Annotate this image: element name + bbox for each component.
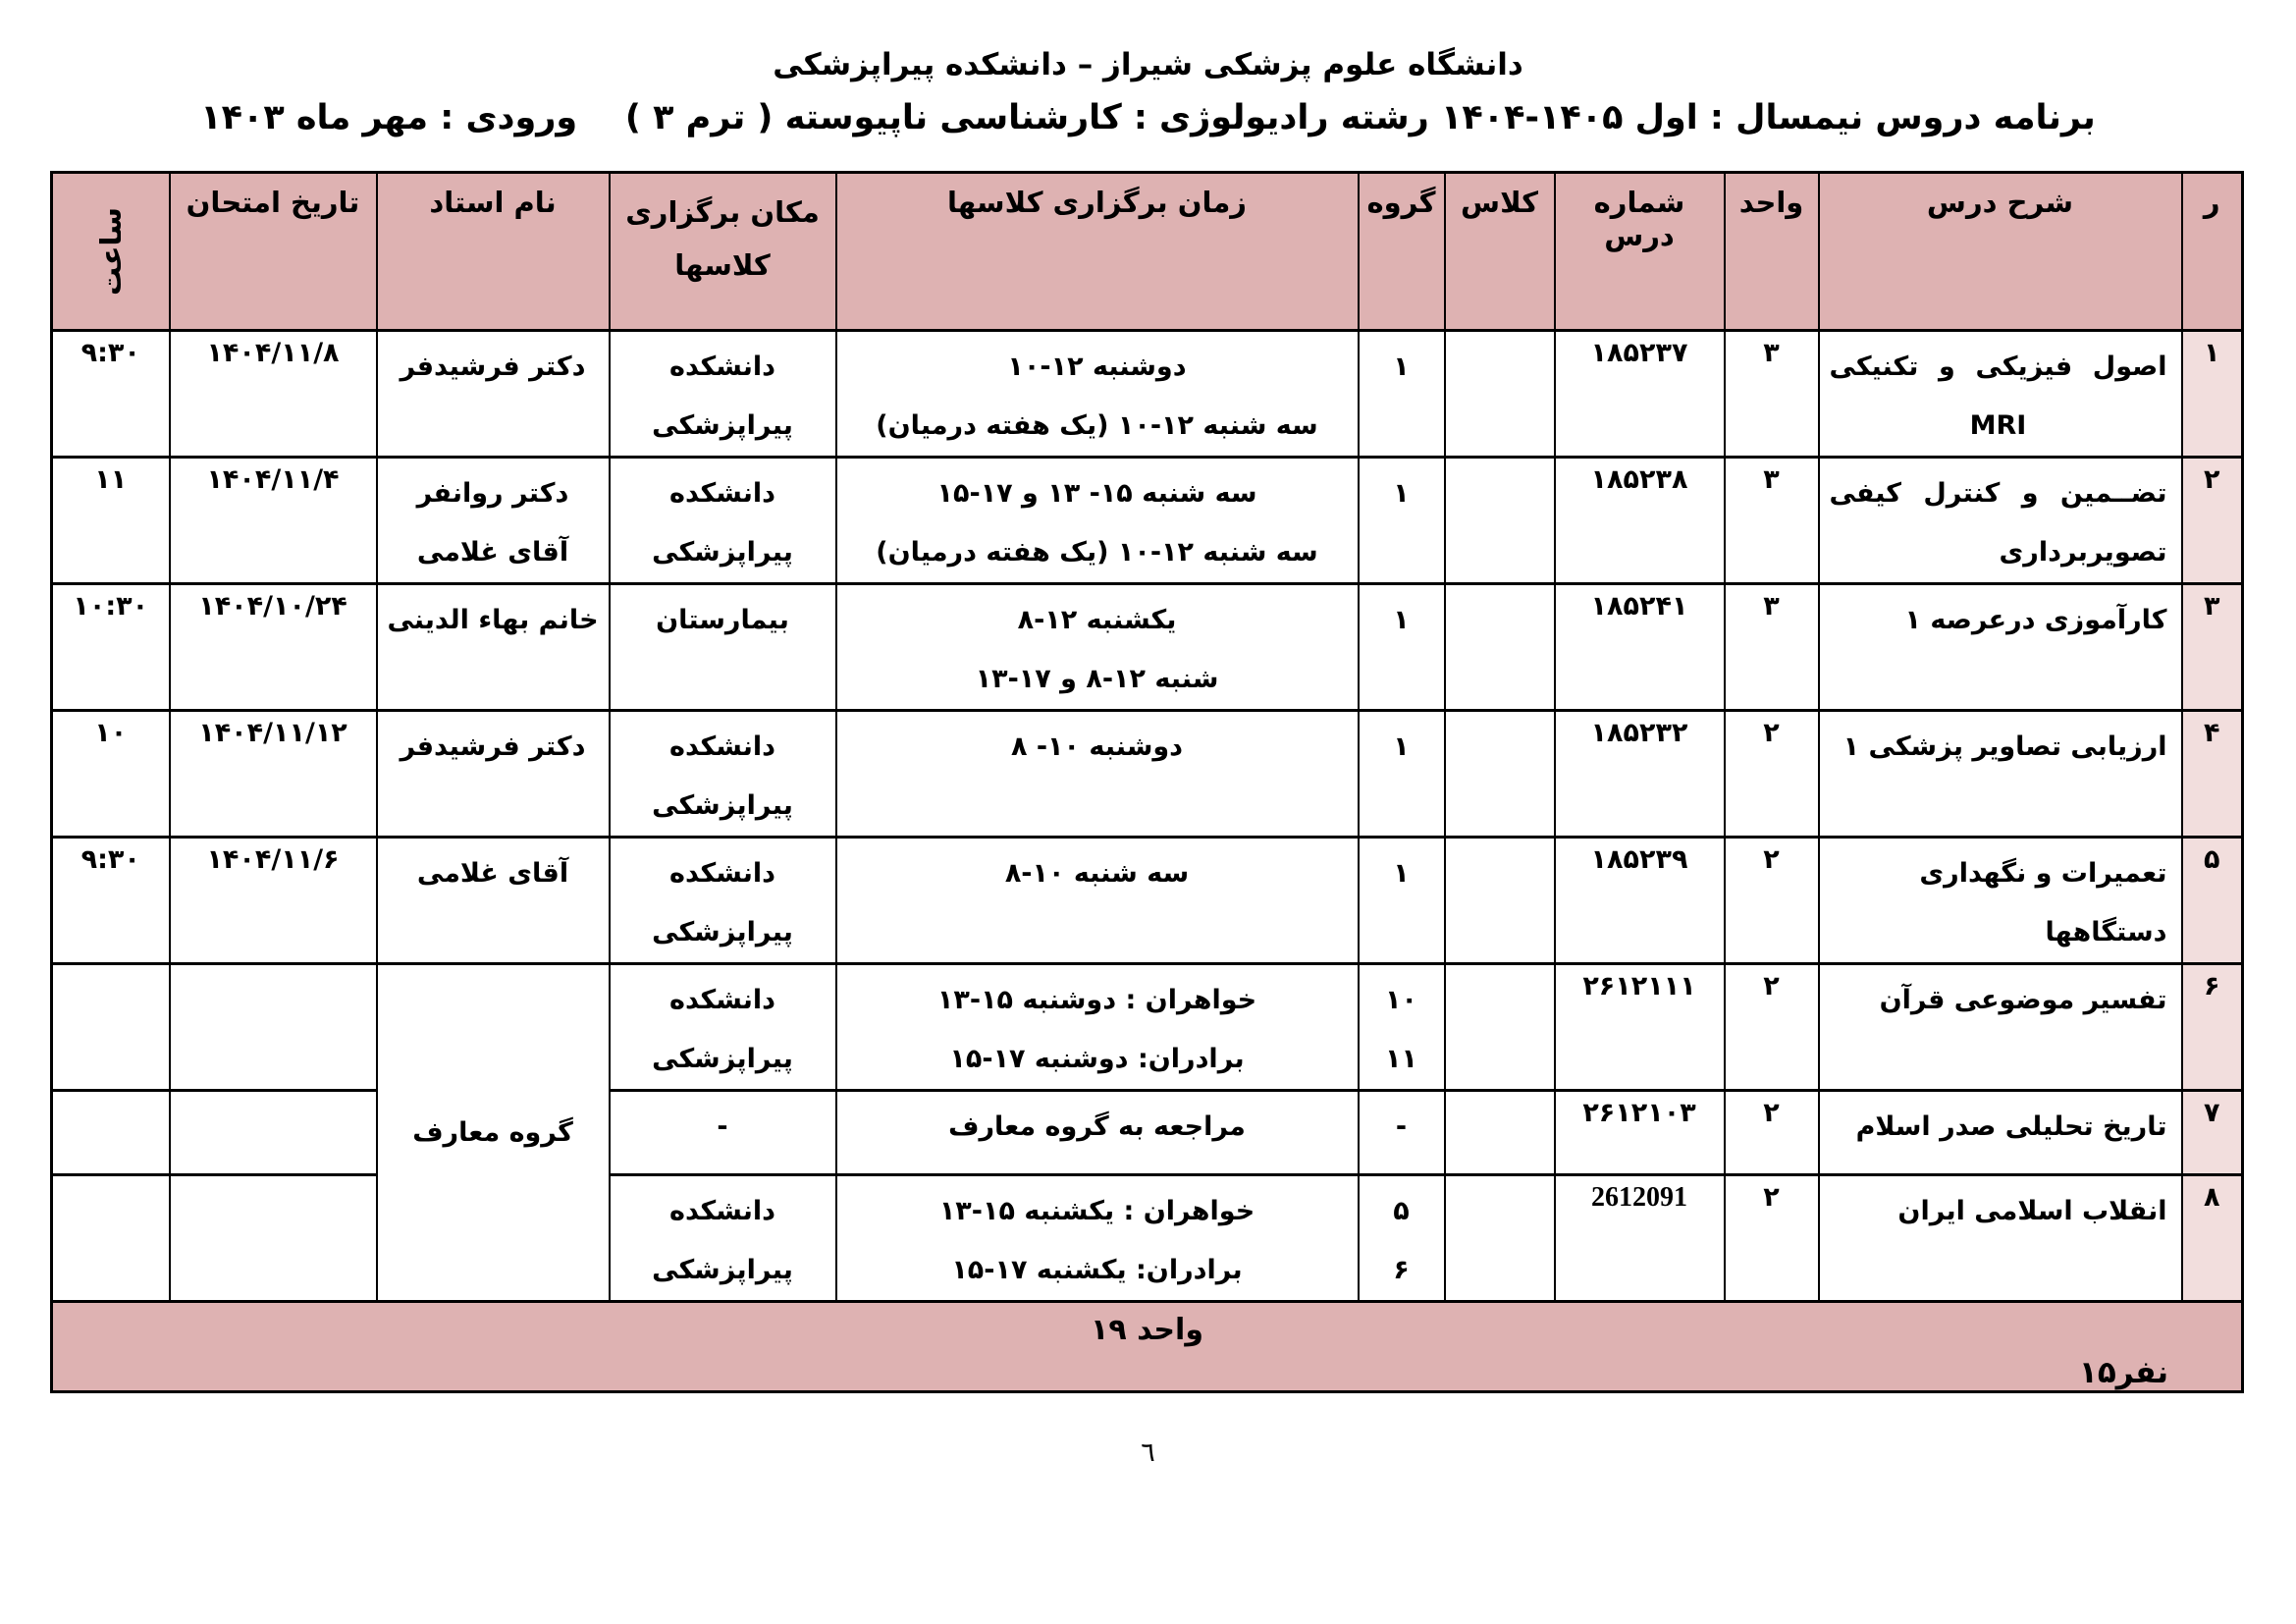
exam-hour-vertical-label: ساعت [93,207,128,296]
cell-class [1445,331,1555,458]
cell-instructor: دکتر فرشیدفر [377,711,610,838]
cell-units: ۲ [1725,838,1819,964]
cell-location: دانشکده پیراپزشکی [610,964,836,1091]
cell-exam-date: ۱۴۰۴/۱۱/۱۲ [170,711,377,838]
cell-code: ۱۸۵۲۳۸ [1555,458,1725,584]
table-row-1 [52,331,2243,458]
header-row-number: ر [2182,173,2243,331]
course-schedule-table [50,171,2244,1393]
cell-row-number: ۶ [2182,964,2243,1091]
cell-class [1445,458,1555,584]
cell-class [1445,1091,1555,1175]
cell-exam-date [170,964,377,1091]
cell-location: دانشکده پیراپزشکی [610,1175,836,1302]
cell-units: ۲ [1725,711,1819,838]
cell-exam-date [170,1091,377,1175]
cell-exam-date: ۱۴۰۴/۱۱/۴ [170,458,377,584]
cell-code: ۲۶۱۲۱۰۳ [1555,1091,1725,1175]
cell-time: سه شنبه ۱۵- ۱۳ و ۱۷-۱۵ سه شنبه ۱۲-۱۰ (یک هفته درمیان) [836,458,1359,584]
cell-group: ۱ [1359,584,1445,711]
cell-exam-hour [52,1091,170,1175]
cell-course: تاریخ تحلیلی صدر اسلام [1819,1091,2182,1175]
cell-exam-hour: ۹:۳۰ [52,838,170,964]
cell-time: دوشنبه ۱۰- ۸ [836,711,1359,838]
cell-units: ۳ [1725,584,1819,711]
cell-class [1445,964,1555,1091]
header-course: شرح درس [1819,173,2182,331]
cell-time: خواهران : یکشنبه ۱۵-۱۳ برادران: یکشنبه ۱۷-۱۵ [836,1175,1359,1302]
cell-exam-hour: ۱۰:۳۰ [52,584,170,711]
header-row [52,173,2243,331]
cell-row-number: ۱ [2182,331,2243,458]
cell-group: ۱۰ ۱۱ [1359,964,1445,1091]
cell-group: ۵ ۶ [1359,1175,1445,1302]
cell-code: ۱۸۵۲۴۱ [1555,584,1725,711]
cell-course: تفسیر موضوعی قرآن [1819,964,2182,1091]
cell-class [1445,584,1555,711]
header-time: زمان برگزاری کلاسها [836,173,1359,331]
cell-course: ارزیابی تصاویر پزشکی ۱ [1819,711,2182,838]
cell-group: ۱ [1359,711,1445,838]
cell-class [1445,1175,1555,1302]
cell-course: کارآموزی درعرصه ۱ [1819,584,2182,711]
header-location-line2: کلاسها [674,248,771,282]
cell-row-number: ۸ [2182,1175,2243,1302]
header-group: گروه [1359,173,1445,331]
cell-location: - [610,1091,836,1175]
table-row-6 [52,964,2243,1091]
cell-units: ۲ [1725,964,1819,1091]
cell-instructor: دکتر فرشیدفر [377,331,610,458]
total-units-cell [52,1302,2243,1392]
cell-exam-date [170,1175,377,1302]
cell-time: خواهران : دوشنبه ۱۵-۱۳ برادران: دوشنبه ۱۷-۱۵ [836,964,1359,1091]
cell-group: ۱ [1359,838,1445,964]
cell-units: ۳ [1725,458,1819,584]
cell-group: ۱ [1359,458,1445,584]
cell-row-number: ۳ [2182,584,2243,711]
header-class: کلاس [1445,173,1555,331]
table-row-5 [52,838,2243,964]
table-footer-row [52,1302,2243,1392]
cell-instructor-merged: گروه معارف [377,964,610,1302]
cell-instructor: دکتر روانفر آقای غلامی [377,458,610,584]
cell-exam-hour [52,964,170,1091]
cell-code: ۱۸۵۲۳۷ [1555,331,1725,458]
cell-group: - [1359,1091,1445,1175]
header-code: شماره درس [1555,173,1725,331]
cell-exam-hour: ۹:۳۰ [52,331,170,458]
cell-location: دانشکده پیراپزشکی [610,331,836,458]
cell-units: ۲ [1725,1091,1819,1175]
cell-code: ۱۸۵۲۳۲ [1555,711,1725,838]
page-number: ٦ [1141,1437,1155,1468]
cell-class [1445,711,1555,838]
header-exam-date: تاریخ امتحان [170,173,377,331]
header-location [610,173,836,331]
cell-code: ۲۶۱۲۱۱۱ [1555,964,1725,1091]
cell-exam-date: ۱۴۰۴/۱۱/۶ [170,838,377,964]
capacity-note: ۱۵نفر [2078,1355,2168,1390]
cell-course: تعمیرات و نگهداری دستگاهها [1819,838,2182,964]
cell-row-number: ۷ [2182,1091,2243,1175]
cell-units: ۲ [1725,1175,1819,1302]
table-row-3 [52,584,2243,711]
cell-code: 2612091 [1555,1175,1725,1302]
cell-location: بیمارستان [610,584,836,711]
cell-class [1445,838,1555,964]
cell-location: دانشکده پیراپزشکی [610,838,836,964]
cell-exam-hour: ۱۱ [52,458,170,584]
cell-exam-hour: ۱۰ [52,711,170,838]
header-location-line1: مکان برگزاری [625,195,820,229]
cell-exam-date: ۱۴۰۴/۱۰/۲۴ [170,584,377,711]
cell-group: ۱ [1359,331,1445,458]
cell-time: سه شنبه ۱۰-۸ [836,838,1359,964]
cell-row-number: ۲ [2182,458,2243,584]
cell-time: مراجعه به گروه معارف [836,1091,1359,1175]
cell-instructor: آقای غلامی [377,838,610,964]
cell-code: ۱۸۵۲۳۹ [1555,838,1725,964]
header-instructor: نام استاد [377,173,610,331]
university-title: دانشگاه علوم پزشکی شیراز – دانشکده پیراپزشکی [773,47,1523,82]
cell-instructor: خانم بهاء الدینی [377,584,610,711]
total-units-label: ۱۹ واحد [1091,1313,1203,1347]
header-units: واحد [1725,173,1819,331]
header-exam-hour [52,173,170,331]
cell-exam-date: ۱۴۰۴/۱۱/۸ [170,331,377,458]
cell-course: اصول فیزیکی و تکنیکی MRI [1819,331,2182,458]
table-row-2 [52,458,2243,584]
cell-row-number: ۴ [2182,711,2243,838]
program-title: برنامه دروس نیمسال : اول ۱۴۰۵-۱۴۰۴ رشته رادیولوژی : کارشناسی ناپیوسته ( ترم ۳ ) ورودی : مهر ماه ۱۴۰۳ [200,98,2096,137]
cell-course: تضــمین و کنترل کیفی تصویربرداری [1819,458,2182,584]
cell-units: ۳ [1725,331,1819,458]
cell-time: یکشنبه ۱۲-۸ شنبه ۱۲-۸ و ۱۷-۱۳ [836,584,1359,711]
cell-location: دانشکده پیراپزشکی [610,458,836,584]
table-row-4 [52,711,2243,838]
cell-exam-hour [52,1175,170,1302]
cell-course: انقلاب اسلامی ایران [1819,1175,2182,1302]
cell-row-number: ۵ [2182,838,2243,964]
cell-location: دانشکده پیراپزشکی [610,711,836,838]
cell-time: دوشنبه ۱۲-۱۰ سه شنبه ۱۲-۱۰ (یک هفته درمیان) [836,331,1359,458]
